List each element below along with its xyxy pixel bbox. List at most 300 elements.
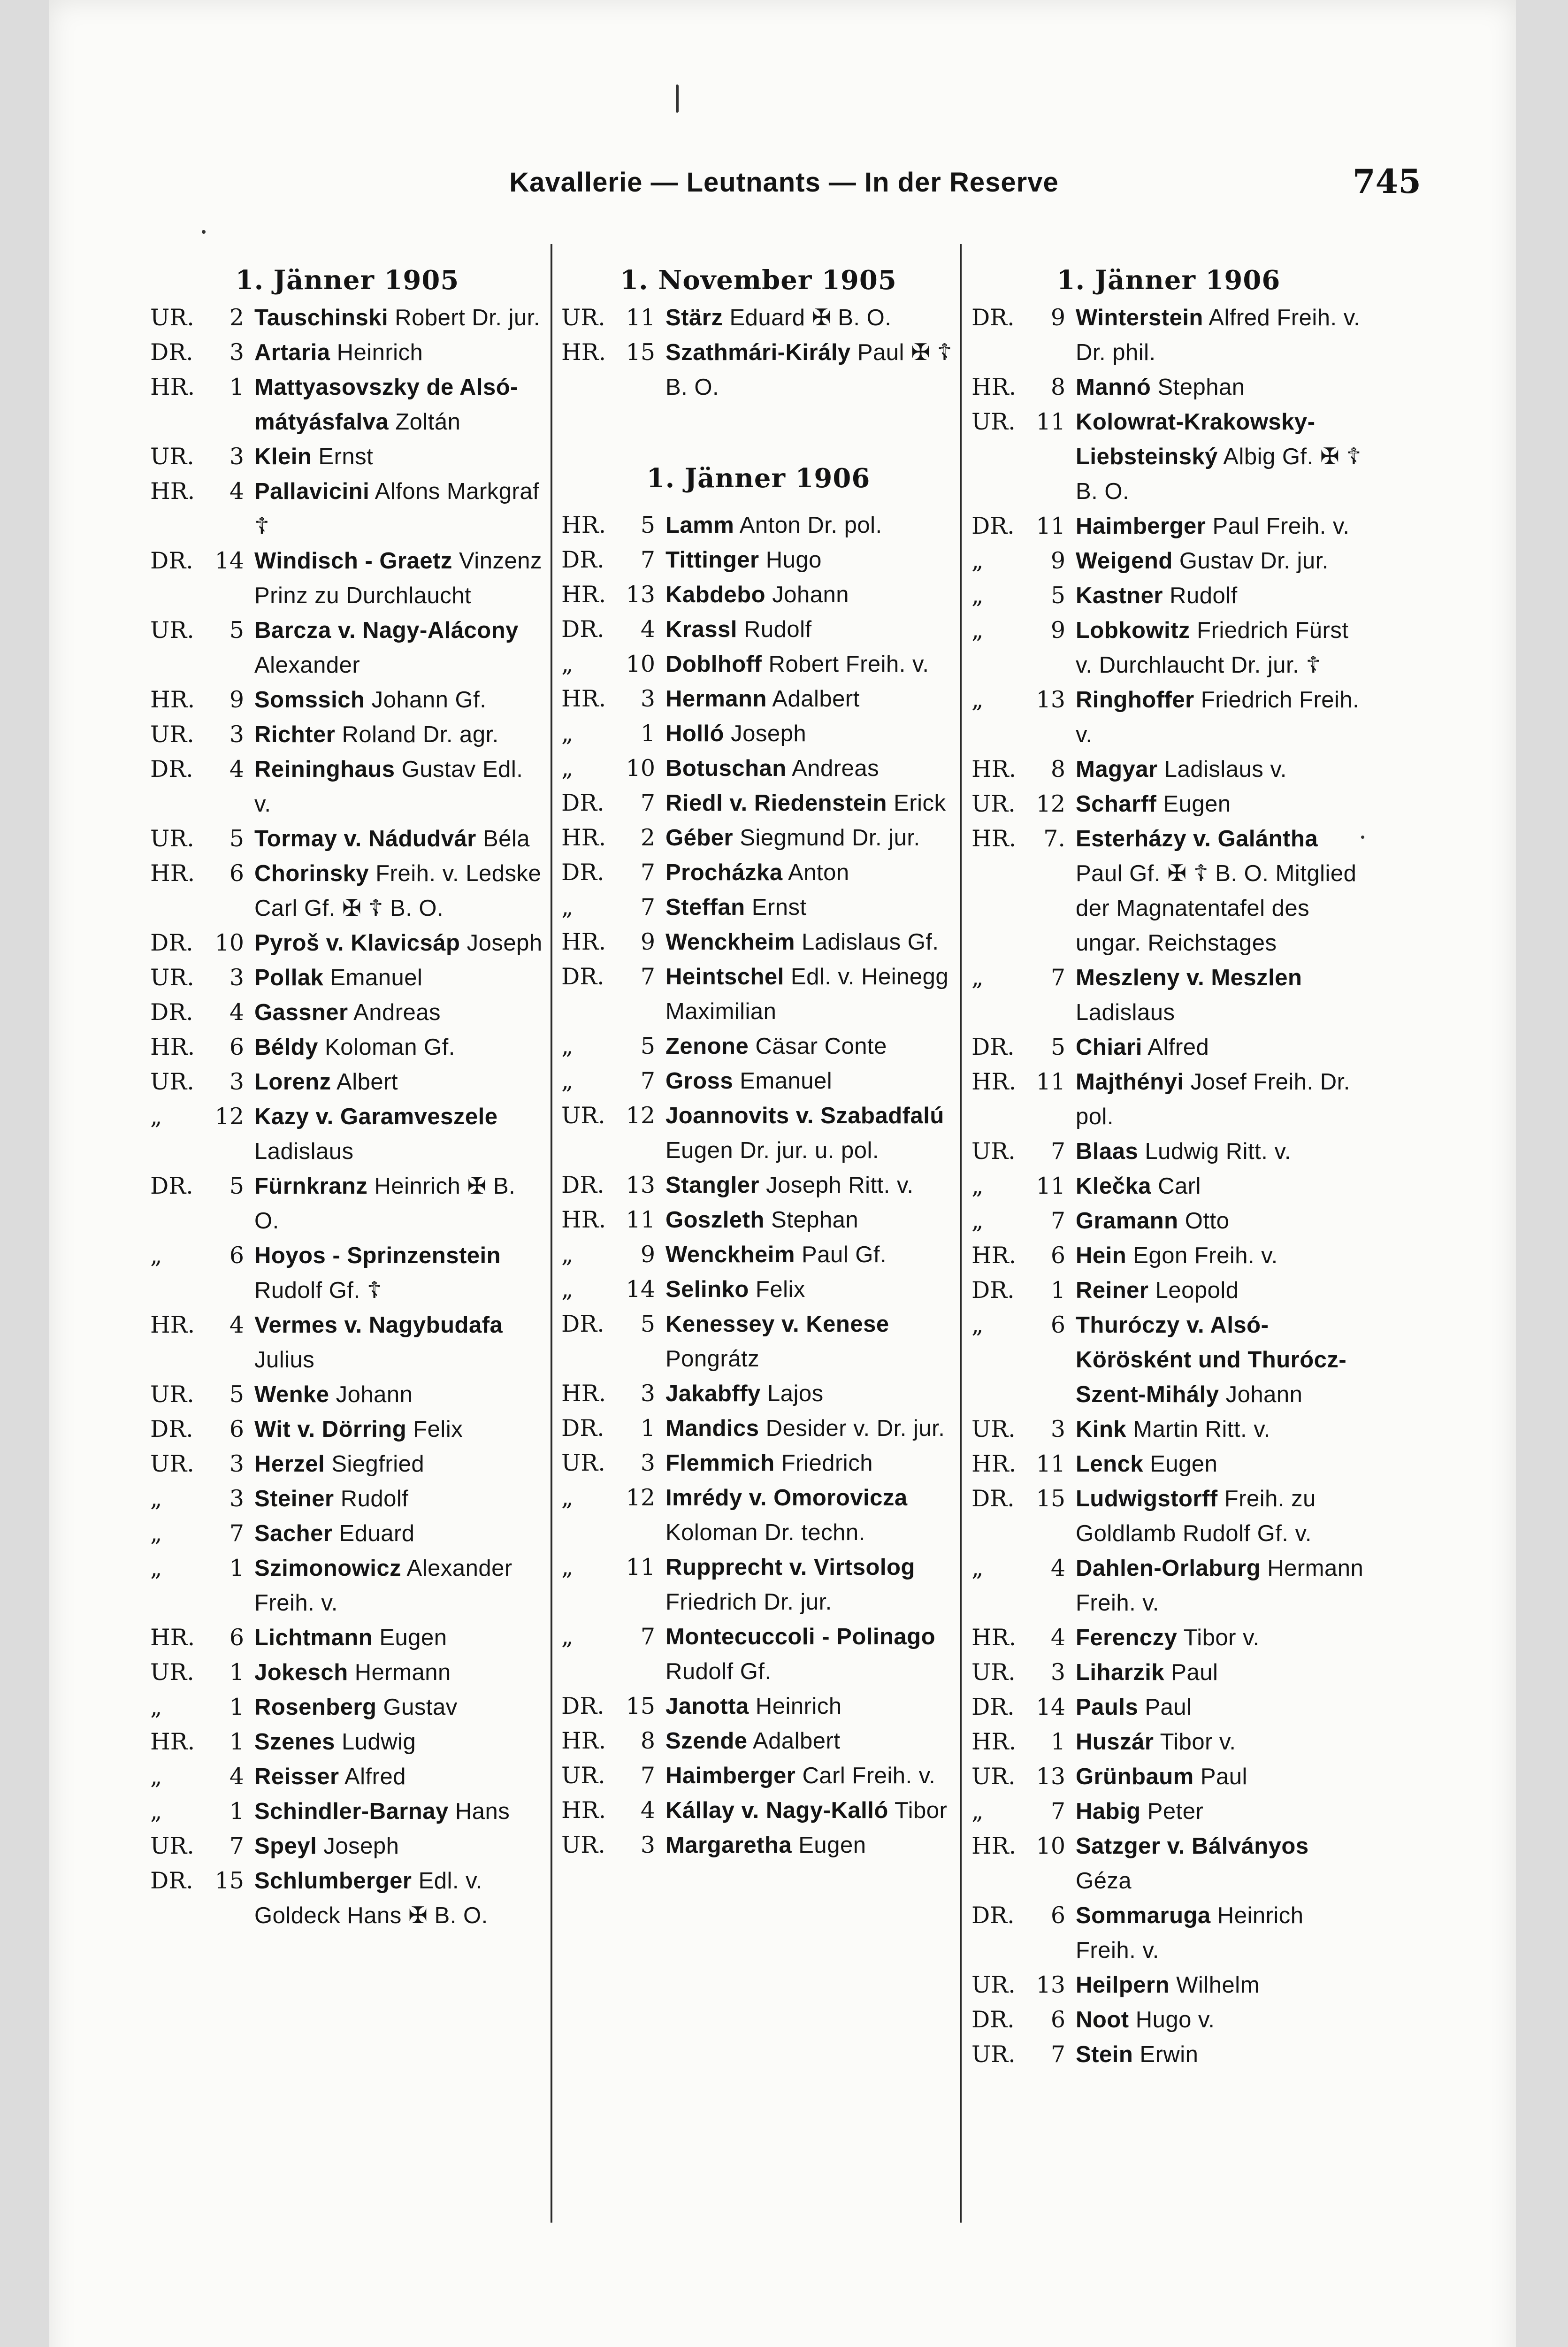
officer-name [665, 1203, 956, 1237]
regiment-number: 11 [1036, 1450, 1065, 1477]
regiment-number: 1 [229, 374, 244, 400]
regiment-code: „ [561, 1554, 574, 1580]
officer-name [1076, 1759, 1366, 1794]
regiment-code: DR. [150, 1867, 193, 1894]
officer-entry [561, 1793, 956, 1828]
regiment-number: 6 [1050, 1312, 1065, 1338]
regiment-number: 7 [640, 546, 655, 573]
officer-name [1076, 1412, 1366, 1447]
officer-given-names: Siegfried [325, 1451, 425, 1477]
officer-surname: Schlumberger [254, 1868, 412, 1894]
officer-name [665, 821, 956, 855]
officer-surname: Wenke [254, 1382, 329, 1407]
officer-surname: Ferenczy [1076, 1625, 1178, 1650]
regiment-number: 4 [229, 999, 244, 1026]
regiment-code: „ [150, 1520, 162, 1547]
officer-given-names: Alfred [1142, 1035, 1209, 1060]
section-date-heading: 1. November 1905 [620, 265, 897, 296]
regiment-code: HR. [971, 1728, 1017, 1755]
regiment-number: 12 [626, 1102, 655, 1129]
officer-given-names: Robert Dr. jur. [388, 305, 540, 330]
officer-given-names: Heinrich [749, 1694, 842, 1719]
regiment-number: 4 [640, 1797, 655, 1824]
regiment-code: HR. [561, 1797, 606, 1824]
regiment-number: 3 [640, 685, 655, 712]
officer-given-names: Siegmund Dr. jur. [733, 825, 920, 851]
officer-entry [150, 1238, 544, 1308]
officer-entry [971, 509, 1366, 544]
officer-surname: Scharff [1076, 791, 1157, 817]
officer-surname: Heilpern [1076, 1972, 1170, 1998]
regiment-number: 1 [229, 1659, 244, 1686]
officer-entry [971, 1620, 1366, 1655]
regiment-number: 5 [640, 512, 655, 538]
regiment-code: „ [561, 894, 574, 920]
officer-surname: Margaretha [665, 1833, 792, 1858]
officer-surname: Stangler [665, 1173, 760, 1198]
officer-given-names: Anton [782, 860, 849, 885]
officer-given-names: Andreas [348, 1000, 441, 1025]
officer-entry [150, 1690, 544, 1725]
officer-given-names: Ladislaus Gf. [795, 929, 939, 955]
regiment-code: DR. [150, 756, 193, 782]
officer-given-names: Lajos [760, 1381, 824, 1406]
officer-name [1076, 752, 1366, 787]
officer-entry [561, 786, 956, 821]
officer-surname: Kállay v. Nagy-Kalló [665, 1798, 888, 1823]
officer-given-names: Joseph [724, 721, 807, 746]
officer-entry [971, 1169, 1366, 1204]
officer-surname: Winterstein [1076, 305, 1203, 330]
officer-surname: Habig [1076, 1799, 1141, 1824]
officer-given-names: Alfred [339, 1764, 406, 1789]
officer-entry [150, 1099, 544, 1169]
officer-name [1076, 1725, 1366, 1759]
regiment-number: 3 [1050, 1416, 1065, 1442]
regiment-number: 11 [1036, 1173, 1065, 1199]
officer-entry [971, 1481, 1366, 1551]
officer-name [1076, 683, 1366, 752]
officer-surname: Mattyasovszky de Alsó-mátyásfalva [254, 375, 518, 435]
regiment-code: UR. [150, 1833, 194, 1859]
officer-given-names: Hugo [759, 547, 822, 573]
regiment-code: HR. [971, 1242, 1017, 1269]
regiment-code: HR. [971, 1624, 1017, 1651]
regiment-code: UR. [150, 964, 194, 991]
regiment-number: 9 [1050, 617, 1065, 644]
officer-given-names: Friedrich [774, 1450, 873, 1476]
officer-name [665, 1793, 956, 1828]
officer-name [254, 474, 544, 544]
officer-given-names: Gustav Dr. jur. [1172, 548, 1329, 574]
officer-given-names: Emanuel [733, 1068, 833, 1094]
officer-name [665, 890, 956, 925]
regiment-code: „ [561, 1276, 574, 1303]
officer-entry [150, 1829, 544, 1864]
officer-entry [971, 578, 1366, 613]
regiment-code: „ [971, 1173, 984, 1199]
regiment-number: 13 [1036, 686, 1065, 713]
regiment-code: „ [150, 1103, 162, 1130]
officer-given-names: Cäsar Conte [749, 1034, 887, 1059]
officer-surname: Holló [665, 721, 724, 746]
officer-given-names: Heinrich [330, 340, 423, 365]
officer-entry [150, 717, 544, 752]
officer-name [1076, 578, 1366, 613]
officer-given-names: Alfred Freih. v. Dr. phil. [1076, 305, 1361, 365]
officer-surname: Joannovits v. Szabadfalú [665, 1103, 944, 1128]
officer-entry [561, 335, 956, 405]
officer-surname: Speyl [254, 1833, 317, 1859]
officer-entry [561, 1446, 956, 1480]
officer-surname: Schindler-Barnay [254, 1799, 449, 1824]
regiment-code: UR. [150, 304, 194, 331]
officer-name [254, 856, 544, 926]
regiment-number: 3 [640, 1832, 655, 1858]
regiment-number: 13 [1036, 1971, 1065, 1998]
officer-name [665, 543, 956, 577]
officer-entry [971, 1204, 1366, 1238]
regiment-code: „ [971, 1312, 984, 1338]
officer-given-names: Zoltán [389, 409, 461, 435]
officer-name [1076, 1308, 1366, 1412]
officer-entry [150, 300, 544, 335]
regiment-code: UR. [150, 1381, 194, 1408]
officer-name [1076, 370, 1366, 405]
officer-surname: Wit v. Dörring [254, 1417, 407, 1442]
regiment-number: 7 [640, 1067, 655, 1094]
officer-surname: Gross [665, 1068, 734, 1094]
officer-entry [150, 474, 544, 544]
officer-entry [150, 1481, 544, 1516]
officer-given-names: Albig Gf. ✠ ☦ B. O. [1076, 444, 1361, 504]
officer-name [254, 1620, 544, 1655]
regiment-code: UR. [150, 443, 194, 470]
regiment-number: 7 [640, 1623, 655, 1650]
officer-given-names: Edl. v. Heinegg Maximilian [665, 964, 949, 1024]
officer-name [665, 612, 956, 647]
officer-given-names: Rudolf [1163, 583, 1238, 608]
officer-surname: Noot [1076, 2007, 1129, 2033]
officer-surname: Szimonowicz [254, 1556, 402, 1581]
officer-entry [561, 682, 956, 716]
officer-name [254, 1829, 544, 1864]
regiment-number: 11 [626, 1554, 655, 1580]
officer-surname: Kolowrat-Krakowsky-Liebsteinský [1076, 409, 1316, 469]
officer-name [665, 751, 956, 786]
officer-entry [561, 508, 956, 543]
officer-given-names: Adalbert [766, 686, 860, 712]
regiment-number: 12 [1036, 790, 1065, 817]
officer-surname: Thuróczy v. Alsó-Körösként und Thurócz-Szent-Mihály [1076, 1312, 1347, 1407]
officer-given-names: Alexander [254, 652, 360, 678]
officer-surname: Pallavicini [254, 479, 370, 504]
officer-surname: Tormay v. Nádudvár [254, 826, 476, 851]
officer-given-names: Martin Ritt. v. [1126, 1417, 1270, 1442]
officer-entry [150, 1759, 544, 1794]
regiment-code: „ [561, 720, 574, 747]
officer-surname: Sacher [254, 1521, 333, 1546]
officer-name [665, 335, 956, 405]
officer-entry [971, 2037, 1366, 2072]
officer-entry [561, 716, 956, 751]
column-rule [551, 244, 552, 2223]
officer-entry [561, 1724, 956, 1758]
officer-surname: Kazy v. Garamveszele [254, 1104, 498, 1129]
officer-name [1076, 1898, 1366, 1968]
officer-surname: Jokesch [254, 1660, 348, 1685]
officer-surname: Szenes [254, 1729, 335, 1755]
officer-given-names: Ladislaus [254, 1139, 354, 1164]
officer-surname: Kabdebo [665, 582, 766, 607]
regiment-number: 7 [640, 859, 655, 886]
officer-name [1076, 1620, 1366, 1655]
officer-given-names: Carl [1151, 1174, 1201, 1199]
regiment-code: HR. [561, 339, 606, 366]
regiment-number: 11 [626, 1206, 655, 1233]
officer-surname: Zenone [665, 1034, 749, 1059]
officer-given-names: Eduard ✠ B. O. [723, 305, 892, 330]
running-title: Kavallerie — Leutnants — In der Reserve [509, 167, 1059, 198]
regiment-number: 1 [640, 1415, 655, 1442]
officer-entry [971, 1030, 1366, 1065]
officer-surname: Herzel [254, 1451, 325, 1477]
officer-name [254, 1690, 544, 1725]
officer-name [1076, 1065, 1366, 1134]
regiment-code: HR. [561, 581, 606, 608]
officer-surname: Artaria [254, 340, 330, 365]
regiment-number: 9 [229, 686, 244, 713]
officer-given-names: Roland Dr. agr. [335, 722, 499, 747]
regiment-code: HR. [971, 756, 1017, 782]
regiment-number: 8 [1050, 374, 1065, 400]
regiment-number: 9 [640, 1241, 655, 1268]
column-rule [960, 244, 962, 2223]
officer-entry [561, 751, 956, 786]
officer-surname: Riedl v. Riedenstein [665, 790, 887, 816]
regiment-code: DR. [561, 859, 604, 886]
regiment-number: 13 [626, 1172, 655, 1198]
officer-entry [561, 1758, 956, 1793]
regiment-code: UR. [150, 1068, 194, 1095]
officer-surname: Mannó [1076, 375, 1151, 400]
officer-entry [561, 959, 956, 1029]
regiment-number: 4 [1050, 1555, 1065, 1581]
officer-name [254, 1099, 544, 1169]
officer-surname: Stein [1076, 2042, 1133, 2067]
officer-given-names: Hermann Freih. v. [1076, 1556, 1364, 1616]
regiment-code: „ [150, 1798, 162, 1825]
officer-given-names: Ladislaus v. [1157, 757, 1287, 782]
regiment-number: 4 [1050, 1624, 1065, 1651]
regiment-code: HR. [561, 685, 606, 712]
officer-surname: Haimberger [1076, 514, 1206, 539]
officer-surname: Blaas [1076, 1139, 1139, 1164]
regiment-code: DR. [971, 304, 1015, 331]
regiment-number: 13 [1036, 1763, 1065, 1790]
officer-given-names: Eugen Dr. jur. u. pol. [665, 1138, 879, 1163]
regiment-code: „ [971, 1798, 984, 1825]
officer-given-names: Hans [448, 1799, 510, 1824]
officer-name [665, 716, 956, 751]
officer-name [665, 1689, 956, 1724]
officer-surname: Steiner [254, 1486, 334, 1511]
regiment-number: 7 [640, 1762, 655, 1789]
regiment-code: UR. [150, 1450, 194, 1477]
officer-entry [150, 856, 544, 926]
regiment-number: 1 [229, 1798, 244, 1825]
officer-entry [150, 1516, 544, 1551]
column-3 [971, 261, 1366, 2072]
regiment-number: 15 [626, 339, 655, 366]
regiment-number: 3 [229, 1068, 244, 1095]
officer-given-names: Johann [765, 582, 849, 607]
officer-surname: Tittinger [665, 547, 759, 573]
regiment-number: 3 [1050, 1659, 1065, 1686]
officer-name [254, 1481, 544, 1516]
regiment-code: HR. [150, 374, 195, 400]
officer-entry [971, 1655, 1366, 1690]
regiment-code: HR. [150, 1312, 195, 1338]
officer-entry [150, 683, 544, 717]
officer-entry [150, 370, 544, 439]
officer-given-names: Rudolf Gf. [665, 1659, 772, 1684]
officer-given-names: Ludwig [335, 1729, 416, 1755]
officer-name [665, 1168, 956, 1203]
officer-entry [971, 1968, 1366, 2002]
officer-surname: Ludwigstorff [1076, 1486, 1218, 1511]
officer-entry [561, 1376, 956, 1411]
officer-entry [971, 405, 1366, 509]
officer-name [665, 508, 956, 543]
officer-surname: Kink [1076, 1417, 1127, 1442]
regiment-code: DR. [971, 1034, 1015, 1060]
regiment-code: DR. [150, 1173, 193, 1199]
regiment-code: DR. [971, 1277, 1015, 1304]
officer-entry [150, 752, 544, 821]
regiment-code: „ [561, 1033, 574, 1059]
page-number: 745 [1352, 162, 1421, 201]
regiment-number: 7 [1050, 2041, 1065, 2068]
officer-name [1076, 1794, 1366, 1829]
officer-given-names: Leopold [1148, 1278, 1239, 1303]
regiment-code: UR. [561, 304, 605, 331]
scan-speck [676, 84, 679, 113]
officer-name [665, 647, 956, 682]
regiment-number: 5 [229, 617, 244, 644]
officer-given-names: Anton Dr. pol. [734, 513, 882, 538]
regiment-number: 6 [1050, 1902, 1065, 1929]
officer-entry [150, 1551, 544, 1620]
officer-entry [971, 1308, 1366, 1412]
officer-surname: Satzger v. Bálványos [1076, 1833, 1309, 1859]
officer-given-names: Peter [1140, 1799, 1204, 1824]
regiment-number: 14 [214, 547, 244, 574]
officer-name [665, 682, 956, 716]
section-date-heading: 1. Jänner 1906 [1056, 265, 1281, 296]
officer-entry [971, 544, 1366, 578]
officer-given-names: Paul ✠ ☦ B. O. [665, 340, 952, 400]
officer-entry [561, 543, 956, 577]
regiment-number: 5 [229, 825, 244, 852]
officer-given-names: Ernst [745, 895, 807, 920]
officer-given-names: Wilhelm [1170, 1972, 1260, 1998]
officer-entry [971, 613, 1366, 683]
officer-entry [150, 335, 544, 370]
officer-given-names: Josef Freih. Dr. pol. [1076, 1069, 1350, 1129]
officer-given-names: Rudolf [737, 617, 812, 642]
officer-entry [150, 1864, 544, 1933]
officer-given-names: Heinrich ✠ B. O. [254, 1174, 516, 1234]
officer-name [254, 995, 544, 1030]
officer-name [1076, 1690, 1366, 1725]
officer-entry [561, 925, 956, 959]
regiment-code: UR. [561, 1762, 605, 1789]
officer-entry [150, 1377, 544, 1412]
regiment-code: UR. [561, 1102, 605, 1129]
officer-given-names: Joseph Ritt. v. [759, 1173, 914, 1198]
officer-given-names: Tibor v. [1177, 1625, 1260, 1650]
regiment-number: 11 [626, 304, 655, 331]
officer-entry [971, 787, 1366, 821]
officer-given-names: Hugo v. [1129, 2007, 1215, 2033]
officer-name [665, 1064, 956, 1098]
officer-entry [971, 1725, 1366, 1759]
regiment-code: DR. [150, 339, 193, 366]
regiment-code: DR. [971, 1485, 1015, 1512]
officer-name [254, 926, 544, 960]
regiment-number: 5 [640, 1311, 655, 1337]
regiment-number: 11 [1036, 1068, 1065, 1095]
officer-given-names: Adalbert [747, 1728, 841, 1754]
regiment-code: DR. [561, 1693, 604, 1719]
officer-surname: Sommaruga [1076, 1903, 1211, 1928]
regiment-number: 15 [214, 1867, 244, 1894]
regiment-number: 15 [626, 1693, 655, 1719]
officer-surname: Goszleth [665, 1207, 765, 1233]
officer-given-names: Johann [329, 1382, 413, 1407]
regiment-number: 9 [1050, 547, 1065, 574]
officer-given-names: Paul [1138, 1695, 1192, 1720]
officer-name [254, 821, 544, 856]
officer-entry [971, 960, 1366, 1030]
officer-name [665, 577, 956, 612]
officer-surname: Stärz [665, 305, 723, 330]
officer-given-names: Eduard [332, 1521, 415, 1546]
regiment-number: 15 [1036, 1485, 1065, 1512]
regiment-number: 5 [1050, 582, 1065, 609]
officer-entry [561, 1203, 956, 1237]
officer-surname: Barcza v. Nagy-Alácony [254, 618, 519, 643]
officer-name [665, 1272, 956, 1307]
officer-given-names: Vinzenz Prinz zu Durchlaucht [254, 548, 542, 608]
regiment-number: 12 [626, 1484, 655, 1511]
regiment-number: 7 [640, 963, 655, 990]
officer-surname: Rosenberg [254, 1695, 377, 1720]
officer-entry [561, 647, 956, 682]
officer-entry [971, 1134, 1366, 1169]
officer-surname: Lichtmann [254, 1625, 373, 1650]
regiment-code: „ [561, 651, 574, 677]
regiment-code: „ [561, 1241, 574, 1268]
regiment-number: 2 [229, 304, 244, 331]
officer-name [665, 300, 956, 335]
officer-given-names: Friedrich Freih. v. [1076, 687, 1360, 747]
officer-given-names: Erwin [1133, 2042, 1199, 2067]
regiment-code: HR. [561, 1727, 606, 1754]
regiment-number: 4 [229, 756, 244, 782]
officer-name [1076, 1204, 1366, 1238]
